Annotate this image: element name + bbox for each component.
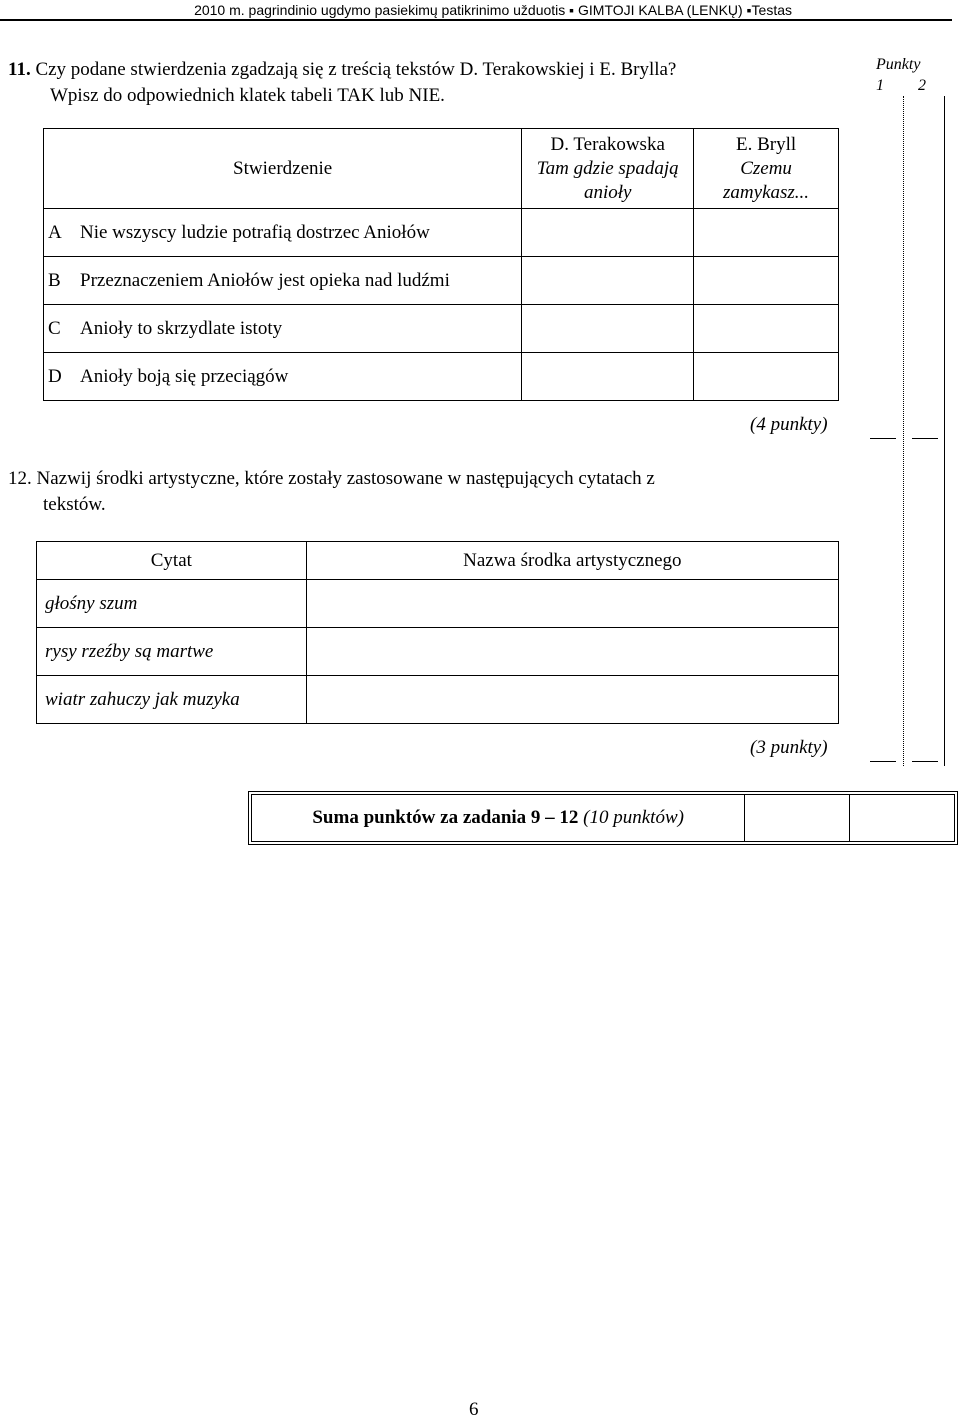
task12-table xyxy=(36,541,839,724)
answer-cell[interactable] xyxy=(694,353,839,401)
header-text: 2010 m. pagrindinio ugdymo pasiekimų patikrinimo užduotis ▪ GIMTOJI KALBA (LENKŲ) ▪Testas xyxy=(194,2,792,18)
answer-cell[interactable] xyxy=(694,305,839,353)
summary-box xyxy=(248,791,958,845)
terakowska-header: D. Terakowska Tam gdzie spadają anioły xyxy=(522,129,694,209)
header-rule xyxy=(0,19,952,21)
answer-cell[interactable] xyxy=(694,257,839,305)
score-blank-3[interactable] xyxy=(870,761,896,762)
table-row: C Anioły to skrzydlate istoty xyxy=(44,305,839,353)
summary-score-2[interactable] xyxy=(850,795,955,842)
answer-cell[interactable] xyxy=(522,353,694,401)
table-row: głośny szum xyxy=(37,580,839,628)
task12-question xyxy=(8,466,808,492)
answer-cell[interactable] xyxy=(694,209,839,257)
summary-label: Suma punktów za zadania 9 – 12 (10 punktów) xyxy=(252,795,745,842)
points-divider xyxy=(903,96,904,766)
points-title: Punkty xyxy=(876,56,921,73)
points-right-border xyxy=(944,96,945,766)
answer-cell[interactable] xyxy=(306,628,838,676)
task11-points: (4 punkty) xyxy=(750,414,828,435)
task12-line2: tekstów. xyxy=(43,494,106,515)
answer-cell[interactable] xyxy=(306,580,838,628)
task11-line2: Wpisz do odpowiednich klatek tabeli TAK lub NIE. xyxy=(50,85,445,106)
table-row: D Anioły boją się przeciągów xyxy=(44,353,839,401)
points-col1: 1 xyxy=(876,77,884,94)
task11-line1: Czy podane stwierdzenia zgadzają się z treścią tekstów D. Terakowskiej i E. Brylla? xyxy=(35,59,677,80)
statement-header: Stwierdzenie xyxy=(44,129,522,209)
table-row: wiatr zahuczy jak muzyka xyxy=(37,676,839,724)
device-header: Nazwa środka artystycznego xyxy=(306,542,838,580)
quote-header: Cytat xyxy=(37,542,307,580)
task12-number: 12. xyxy=(8,468,32,489)
task11-table xyxy=(43,128,839,401)
table-row: rysy rzeźby są martwe xyxy=(37,628,839,676)
table-row: B Przeznaczeniem Aniołów jest opieka nad ludźmi xyxy=(44,257,839,305)
points-col2: 2 xyxy=(918,77,926,94)
score-blank-4[interactable] xyxy=(912,761,938,762)
answer-cell[interactable] xyxy=(522,209,694,257)
table-row: A Nie wszyscy ludzie potrafią dostrzec Aniołów xyxy=(44,209,839,257)
page-header xyxy=(0,0,960,20)
score-blank-2[interactable] xyxy=(912,438,938,439)
bryll-header: E. Bryll Czemu zamykasz... xyxy=(694,129,839,209)
summary-score-1[interactable] xyxy=(745,795,850,842)
answer-cell[interactable] xyxy=(522,257,694,305)
page-number: 6 xyxy=(469,1399,479,1420)
task12-line1: Nazwij środki artystyczne, które zostały zastosowane w następujących cytatach z xyxy=(36,468,655,489)
score-blank-1[interactable] xyxy=(870,438,896,439)
task11-question xyxy=(8,57,868,83)
answer-cell[interactable] xyxy=(306,676,838,724)
task12-points: (3 punkty) xyxy=(750,737,828,758)
answer-cell[interactable] xyxy=(522,305,694,353)
task11-number: 11. xyxy=(8,59,31,80)
